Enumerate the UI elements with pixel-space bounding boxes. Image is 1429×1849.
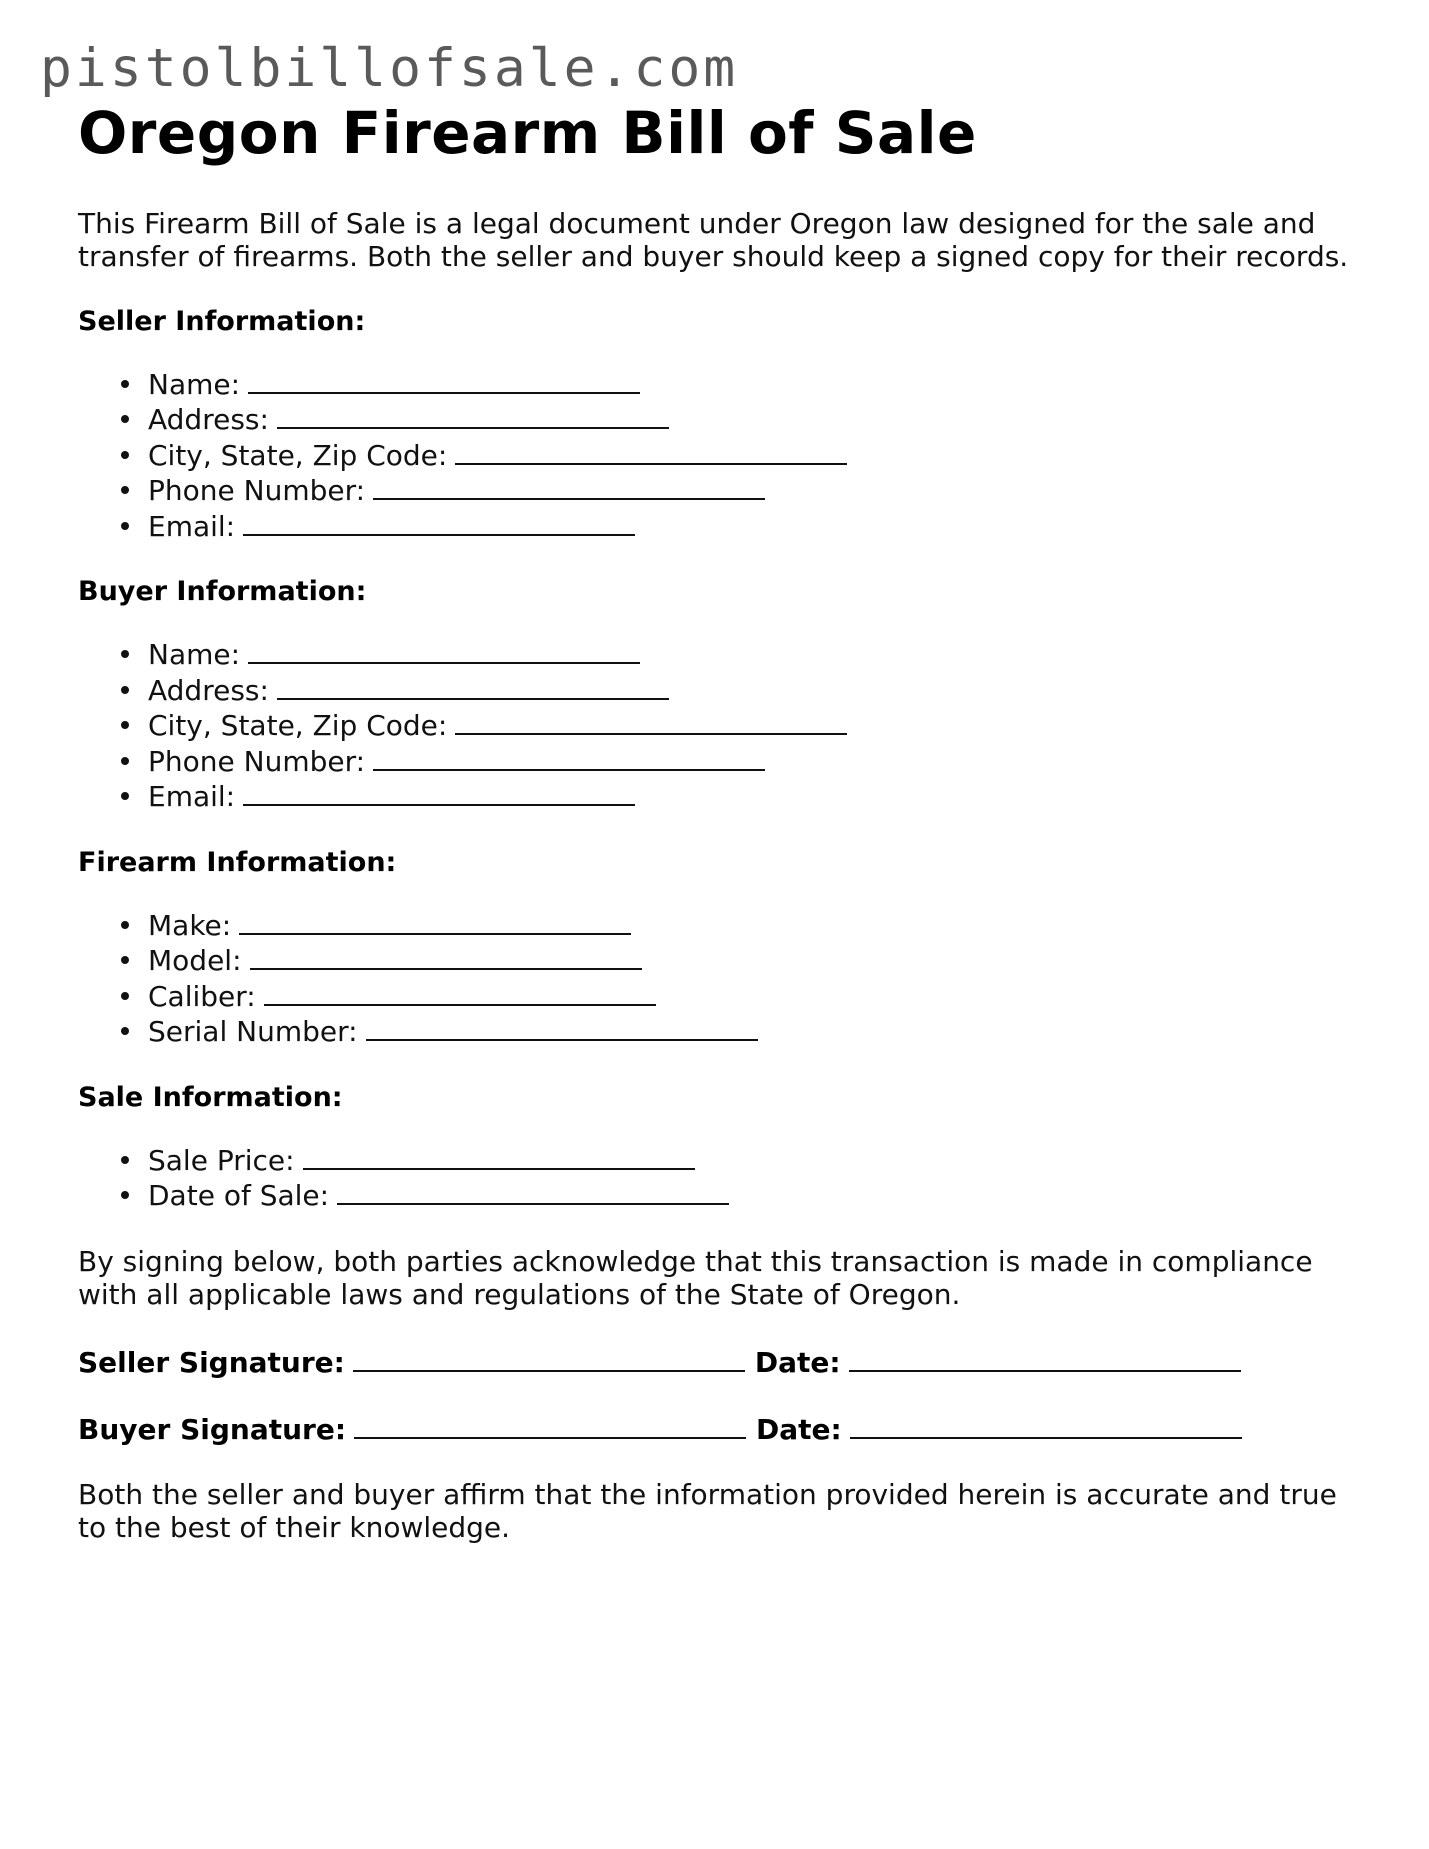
firearm-section-heading: Firearm Information: bbox=[78, 846, 397, 878]
watermark-site-name: pistolbillofsale.com bbox=[40, 38, 739, 99]
list-item bbox=[148, 743, 1378, 779]
buyer-signature-label: Buyer Signature: bbox=[78, 1412, 347, 1446]
buyer-date-label: Date: bbox=[756, 1412, 842, 1446]
buyer-city-state-zip-label: City, State, Zip Code: bbox=[148, 709, 448, 743]
firearm-fields-list bbox=[78, 907, 1378, 1049]
seller-date-field[interactable] bbox=[849, 1344, 1241, 1372]
sale-price-label: Sale Price: bbox=[148, 1143, 295, 1177]
closing-paragraph: Both the seller and buyer affirm that the information provided herein is accurate and true to the best of their knowledge. bbox=[78, 1477, 1337, 1545]
firearm-model-field[interactable] bbox=[250, 942, 642, 970]
seller-name-label: Name: bbox=[148, 367, 241, 401]
list-item bbox=[148, 1013, 1378, 1049]
buyer-phone-label: Phone Number: bbox=[148, 744, 366, 778]
acknowledgement-paragraph: By signing below, both parties acknowledge that this transaction is made in compliance with all applicable laws and regulations of the State of Oregon. bbox=[78, 1244, 1313, 1312]
seller-city-state-zip-label: City, State, Zip Code: bbox=[148, 438, 448, 472]
seller-signature-label: Seller Signature: bbox=[78, 1345, 345, 1379]
sale-date-label: Date of Sale: bbox=[148, 1179, 330, 1213]
firearm-caliber-field[interactable] bbox=[264, 978, 656, 1006]
buyer-section-heading: Buyer Information: bbox=[78, 576, 367, 608]
buyer-city-state-zip-field[interactable] bbox=[455, 707, 847, 735]
list-item bbox=[148, 778, 1378, 814]
buyer-email-field[interactable] bbox=[243, 778, 635, 806]
list-item bbox=[148, 942, 1378, 978]
list-item bbox=[148, 401, 1378, 437]
page-title: Oregon Firearm Bill of Sale bbox=[78, 99, 977, 167]
list-item bbox=[148, 978, 1378, 1014]
list-item bbox=[148, 366, 1378, 402]
seller-email-label: Email: bbox=[148, 509, 236, 543]
buyer-phone-field[interactable] bbox=[373, 743, 765, 771]
seller-date-label: Date: bbox=[754, 1345, 841, 1379]
seller-email-field[interactable] bbox=[243, 508, 635, 536]
seller-fields-list bbox=[78, 366, 1378, 544]
firearm-make-field[interactable] bbox=[239, 907, 631, 935]
seller-section-heading: Seller Information: bbox=[78, 305, 366, 337]
seller-name-field[interactable] bbox=[248, 366, 640, 394]
seller-phone-label: Phone Number: bbox=[148, 474, 366, 508]
list-item bbox=[148, 437, 1378, 473]
buyer-address-field[interactable] bbox=[277, 672, 669, 700]
buyer-email-label: Email: bbox=[148, 780, 236, 814]
list-item bbox=[148, 508, 1378, 544]
buyer-signature-field[interactable] bbox=[354, 1411, 746, 1439]
seller-city-state-zip-field[interactable] bbox=[455, 437, 847, 465]
firearm-make-label: Make: bbox=[148, 908, 232, 942]
list-item bbox=[148, 472, 1378, 508]
list-item bbox=[148, 707, 1378, 743]
sale-fields-list bbox=[78, 1142, 1378, 1213]
buyer-date-field[interactable] bbox=[850, 1411, 1242, 1439]
sale-date-field[interactable] bbox=[337, 1177, 729, 1205]
firearm-model-label: Model: bbox=[148, 944, 242, 978]
sale-price-field[interactable] bbox=[303, 1142, 695, 1170]
sale-section-heading: Sale Information: bbox=[78, 1081, 343, 1113]
list-item bbox=[148, 636, 1378, 672]
buyer-signature-row bbox=[78, 1411, 1378, 1446]
buyer-name-field[interactable] bbox=[248, 636, 640, 664]
buyer-name-label: Name: bbox=[148, 638, 241, 672]
buyer-address-label: Address: bbox=[148, 673, 269, 707]
seller-signature-row bbox=[78, 1344, 1378, 1379]
seller-signature-field[interactable] bbox=[353, 1344, 745, 1372]
document-page bbox=[78, 100, 1378, 1545]
seller-phone-field[interactable] bbox=[373, 472, 765, 500]
firearm-serial-label: Serial Number: bbox=[148, 1015, 358, 1049]
intro-paragraph: This Firearm Bill of Sale is a legal document under Oregon law designed for the sale and transfer of firearms. Both the seller and buyer should keep a signed copy for their records. bbox=[78, 206, 1349, 273]
list-item bbox=[148, 907, 1378, 943]
seller-address-label: Address: bbox=[148, 403, 269, 437]
seller-address-field[interactable] bbox=[277, 401, 669, 429]
list-item bbox=[148, 1177, 1378, 1213]
list-item bbox=[148, 1142, 1378, 1178]
firearm-caliber-label: Caliber: bbox=[148, 979, 256, 1013]
firearm-serial-field[interactable] bbox=[366, 1013, 758, 1041]
buyer-fields-list bbox=[78, 636, 1378, 814]
list-item bbox=[148, 672, 1378, 708]
